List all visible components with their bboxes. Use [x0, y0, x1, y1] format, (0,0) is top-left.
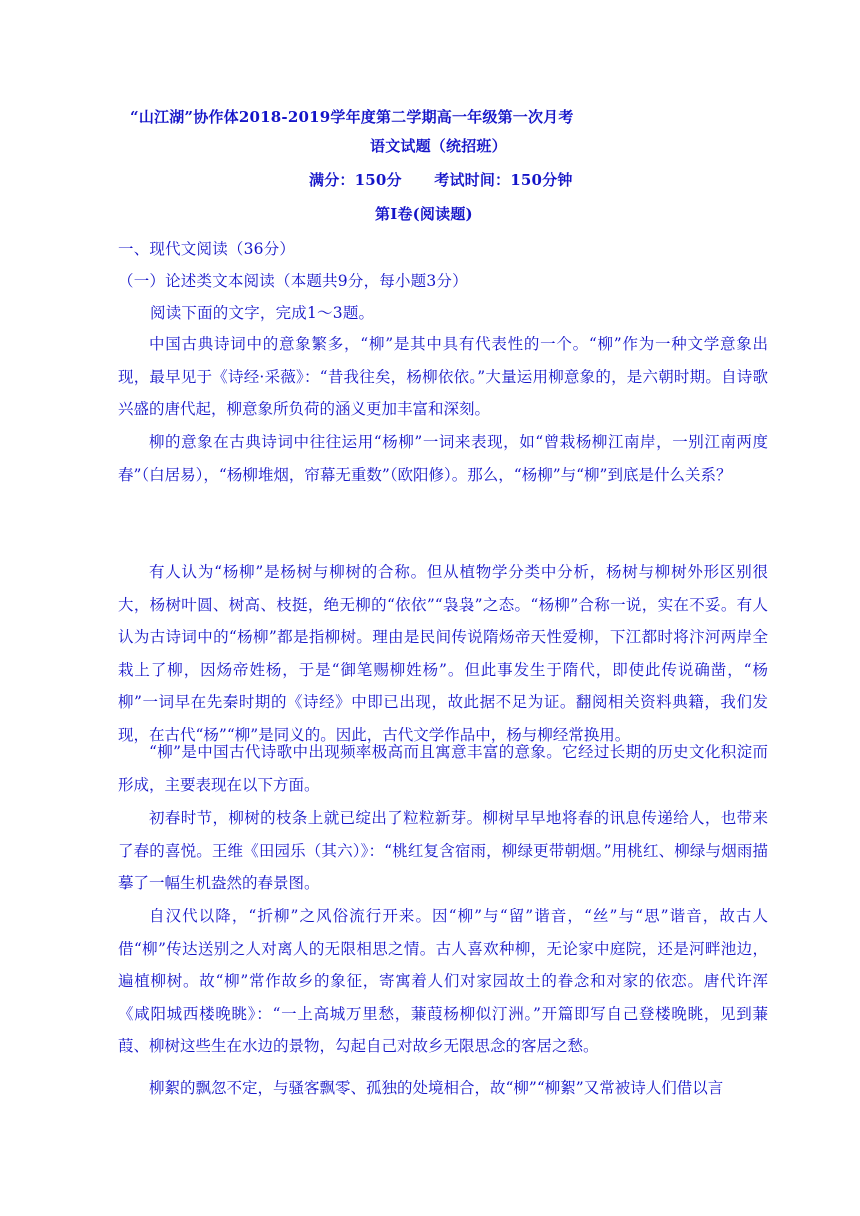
paragraph-1: 中国古典诗词中的意象繁多，“柳”是其中具有代表性的一个。“柳”作为一种文学意象出现，最早见于《诗经·采薇》：“昔我往矣，杨柳依依。”大量运用柳意象的，是六朝时期。自诗歌兴盛的唐代起，柳意象所负荷的涵义更加丰富和深刻。 — [118, 335, 768, 418]
paragraph-2: 柳的意象在古典诗词中往往运用“杨柳”一词来表现，如“曾栽杨柳江南岸，一别江南两度春”（白居易），“杨柳堆烟，帘幕无重数”（欧阳修）。那么，“杨柳”与“柳”到底是什么关系？ — [118, 433, 768, 484]
section-heading: 一、现代文阅读（36分） — [118, 240, 296, 258]
paragraph-5: 初春时节，柳树的枝条上就已绽出了粒粒新芽。柳树早早地将春的讯息传递给人，也带来了春的喜悦。王维《田园乐（其六）》：“桃红复含宿雨，柳绿更带朝烟。”用桃红、柳绿与烟雨描摹了一幅生机盎然的春景图。 — [118, 809, 768, 892]
exam-title: “山江湖”协作体2018-2019学年度第二学期高一年级第一次月考 — [130, 108, 574, 126]
reading-instruction: 阅读下面的文字，完成1～3题。 — [150, 304, 375, 322]
paragraph-3: 有人认为“杨柳”是杨树与柳树的合称。但从植物学分类中分析，杨树与柳树外形区别很大，杨树叶圆、树高、枝挺，绝无柳的“依依”“袅袅”之态。“杨柳”合称一说，实在不妥。有人认为古诗词中的“杨柳”都是指柳树。理由是民间传说隋炀帝天性爱柳，下江都时将汴河两岸全栽上了柳，因炀帝姓杨，于是“御笔赐柳姓杨”。但此事发生于隋代，即使此传说确凿，“杨柳”一词早在先秦时期的《诗经》中即已出现，故此据不足为证。翻阅相关资料典籍，我们发现，在古代“杨”“柳”是同义的。因此，古代文学作品中，杨与柳经常换用。 — [118, 563, 768, 744]
paragraph-6: 自汉代以降，“折柳”之风俗流行开来。因“柳”与“留”谐音，“丝”与“思”谐音，故古人借“柳”传达送别之人对离人的无限相思之情。古人喜欢种柳，无论家中庭院，还是河畔池边，遍植柳树。故“柳”常作故乡的象征，寄寓着人们对家园故土的眷念和对家的依恋。唐代许浑《咸阳城西楼晚眺》：“一上高城万里愁，蒹葭杨柳似汀洲。”开篇即写自己登楼晚眺，见到蒹葭、柳树这些生在水边的景物，勾起自己对故乡无限思念的客居之愁。 — [118, 907, 768, 1055]
score-time-line: 满分：150分 考试时间：150分钟 — [309, 171, 573, 189]
volume-title: 第Ⅰ卷(阅读题) — [375, 205, 473, 223]
subsection-heading: （一）论述类文本阅读（本题共9分，每小题3分） — [118, 272, 468, 290]
paragraph-7: 柳絮的飘忽不定，与骚客飘零、孤独的处境相合，故“柳”“柳絮”又常被诗人们借以言 — [149, 1079, 724, 1097]
paragraph-4: “柳”是中国古代诗歌中出现频率极高而且寓意丰富的意象。它经过长期的历史文化积淀而形成，主要表现在以下方面。 — [118, 743, 768, 794]
subject-title: 语文试题（统招班） — [370, 137, 507, 155]
